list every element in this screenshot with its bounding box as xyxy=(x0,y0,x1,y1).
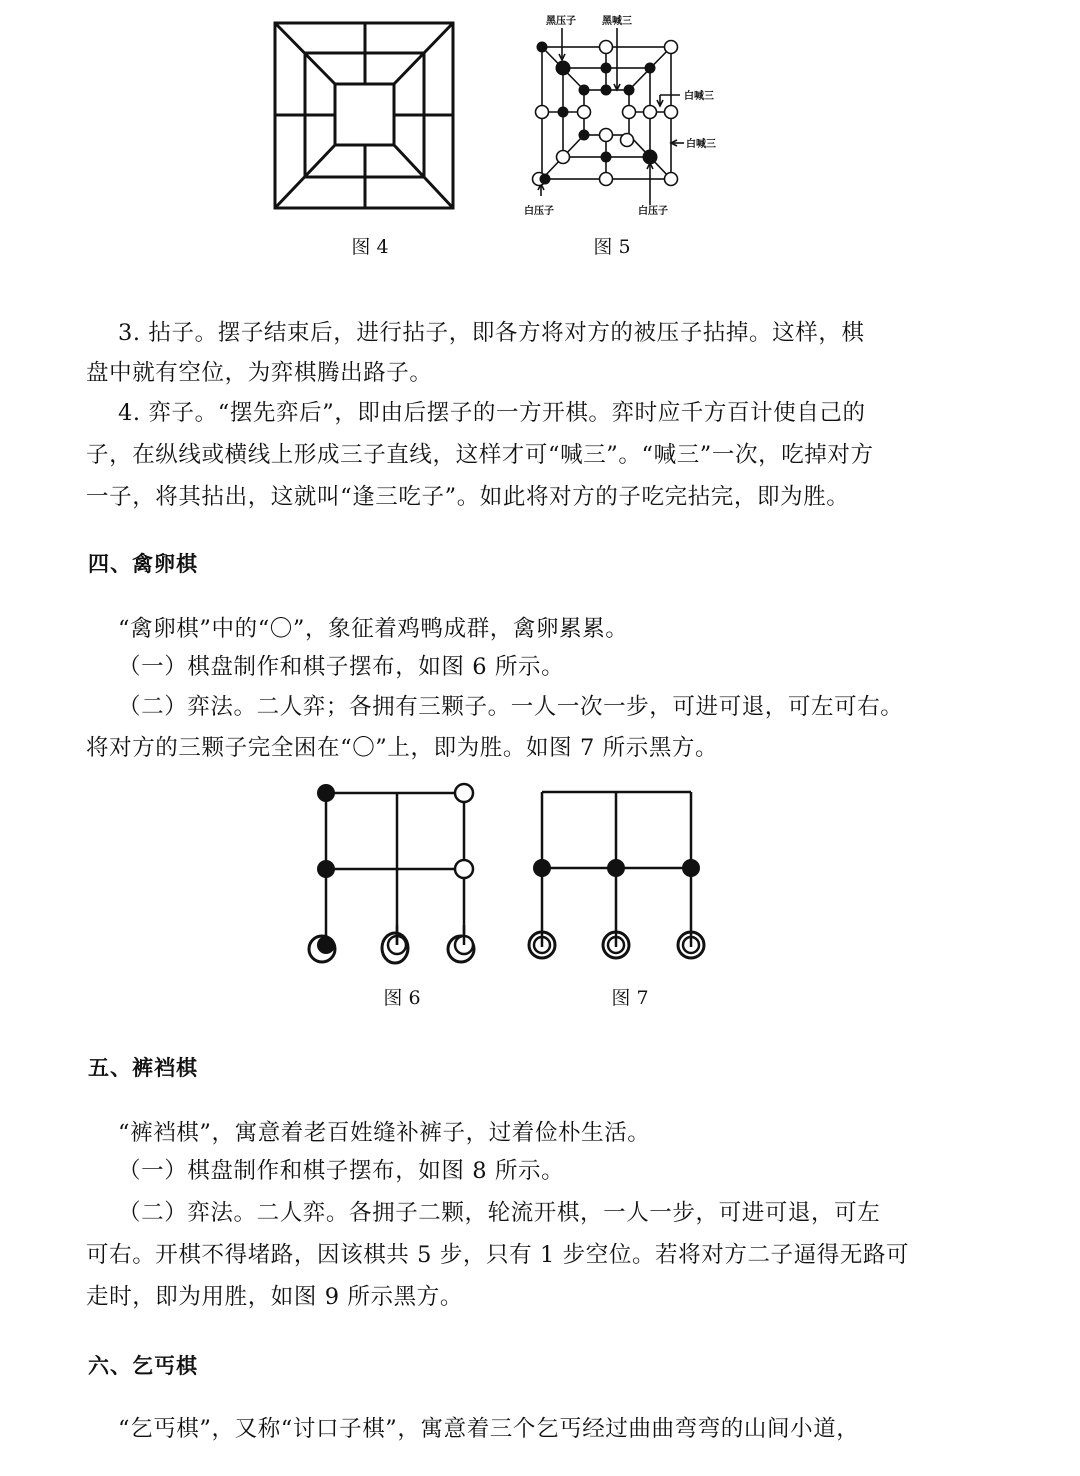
paragraph-3-line-2: 盘中就有空位，为弈棋腾出路子。 xyxy=(86,360,433,386)
black-stone xyxy=(601,152,612,163)
black-stone xyxy=(579,130,590,141)
figure-6-caption: 图 6 xyxy=(383,987,421,1009)
white-stone xyxy=(665,41,678,54)
figure-5-board xyxy=(510,0,740,225)
black-stone xyxy=(643,150,658,165)
label-white-pressed-left: 白压子 xyxy=(524,206,554,217)
section-5-heading: 五、裤裆棋 xyxy=(88,1056,198,1080)
white-stone xyxy=(621,134,634,147)
white-stone xyxy=(600,129,613,142)
label-white-pressed-right: 白压子 xyxy=(638,206,668,217)
black-stone xyxy=(601,85,612,96)
label-white-shout-three-2: 白喊三 xyxy=(686,139,716,150)
white-stone xyxy=(557,151,570,164)
figure-5-caption: 图 5 xyxy=(593,236,631,258)
section-5-item-2-line-1: （二）弈法。二人弈。各拥子二颗，轮流开棋，一人一步，可进可退，可左 xyxy=(118,1200,881,1226)
section-4-heading: 四、禽卵棋 xyxy=(88,552,198,576)
black-stone xyxy=(601,63,612,74)
section-5-item-2-line-3: 走时，即为用胜，如图 9 所示黑方。 xyxy=(86,1284,463,1310)
paragraph-3-line-1: 3. 拈子。摆子结束后，进行拈子，即各方将对方的被压子拈掉。这样，棋 xyxy=(118,320,865,346)
figure-4-board xyxy=(270,18,470,218)
label-white-shout-three-1: 白喊三 xyxy=(684,91,714,102)
section-6-intro: “乞丐棋”，又称“讨口子棋”，寓意着三个乞丐经过曲曲弯弯的山间小道， xyxy=(118,1416,860,1442)
white-stone xyxy=(623,106,636,119)
white-stone xyxy=(578,106,591,119)
black-stone xyxy=(317,860,335,878)
figure-7-caption: 图 7 xyxy=(611,987,649,1009)
black-stone xyxy=(607,859,625,877)
white-stone xyxy=(455,860,473,878)
section-5-item-1: （一）棋盘制作和棋子摆布，如图 8 所示。 xyxy=(118,1158,565,1184)
white-stone xyxy=(600,41,613,54)
black-stone xyxy=(645,63,656,74)
black-stone xyxy=(579,85,590,96)
white-stone xyxy=(644,106,657,119)
section-5-item-2-line-2: 可右。开棋不得堵路，因该棋共 5 步，只有 1 步空位。若将对方二子逼得无路可 xyxy=(86,1242,910,1268)
section-4-item-1: （一）棋盘制作和棋子摆布，如图 6 所示。 xyxy=(118,654,565,680)
black-stone xyxy=(624,85,635,96)
white-stone xyxy=(455,784,473,802)
section-4-intro: “禽卵棋”中的“〇”，象征着鸡鸭成群，禽卵累累。 xyxy=(118,616,629,642)
figure-7-board xyxy=(520,775,720,975)
figure-6-board xyxy=(296,775,496,975)
paragraph-4-line-2: 子，在纵线或横线上形成三子直线，这样才可“喊三”。“喊三”一次，吃掉对方 xyxy=(86,442,874,468)
black-stone xyxy=(317,936,335,954)
black-stone xyxy=(533,859,551,877)
inner-square xyxy=(335,84,394,145)
black-stone xyxy=(556,61,571,76)
paragraph-4-line-1: 4. 弈子。“摆先弈后”，即由后摆子的一方开棋。弈时应千方百计使自己的 xyxy=(118,400,866,426)
black-stone xyxy=(558,107,569,118)
white-stone xyxy=(536,106,549,119)
black-stone xyxy=(540,174,551,185)
section-6-heading: 六、乞丐棋 xyxy=(88,1354,198,1378)
black-stone xyxy=(537,42,548,53)
paragraph-4-line-3: 一子，将其拈出，这就叫“逢三吃子”。如此将对方的子吃完拈完，即为胜。 xyxy=(86,484,850,510)
white-stone xyxy=(665,106,678,119)
section-5-intro: “裤裆棋”，寓意着老百姓缝补裤子，过着俭朴生活。 xyxy=(118,1120,651,1146)
white-stone xyxy=(600,173,613,186)
label-black-pressed: 黑压子 xyxy=(546,16,576,27)
white-stone xyxy=(665,173,678,186)
section-4-item-2-line-1: （二）弈法。二人弈；各拥有三颗子。一人一次一步，可进可退，可左可右。 xyxy=(118,694,904,720)
figure-4-caption: 图 4 xyxy=(351,236,389,258)
black-stone xyxy=(317,784,335,802)
label-black-shout-three: 黑喊三 xyxy=(602,16,632,27)
section-4-item-2-line-2: 将对方的三颗子完全困在“〇”上，即为胜。如图 7 所示黑方。 xyxy=(86,735,719,761)
black-stone xyxy=(682,859,700,877)
